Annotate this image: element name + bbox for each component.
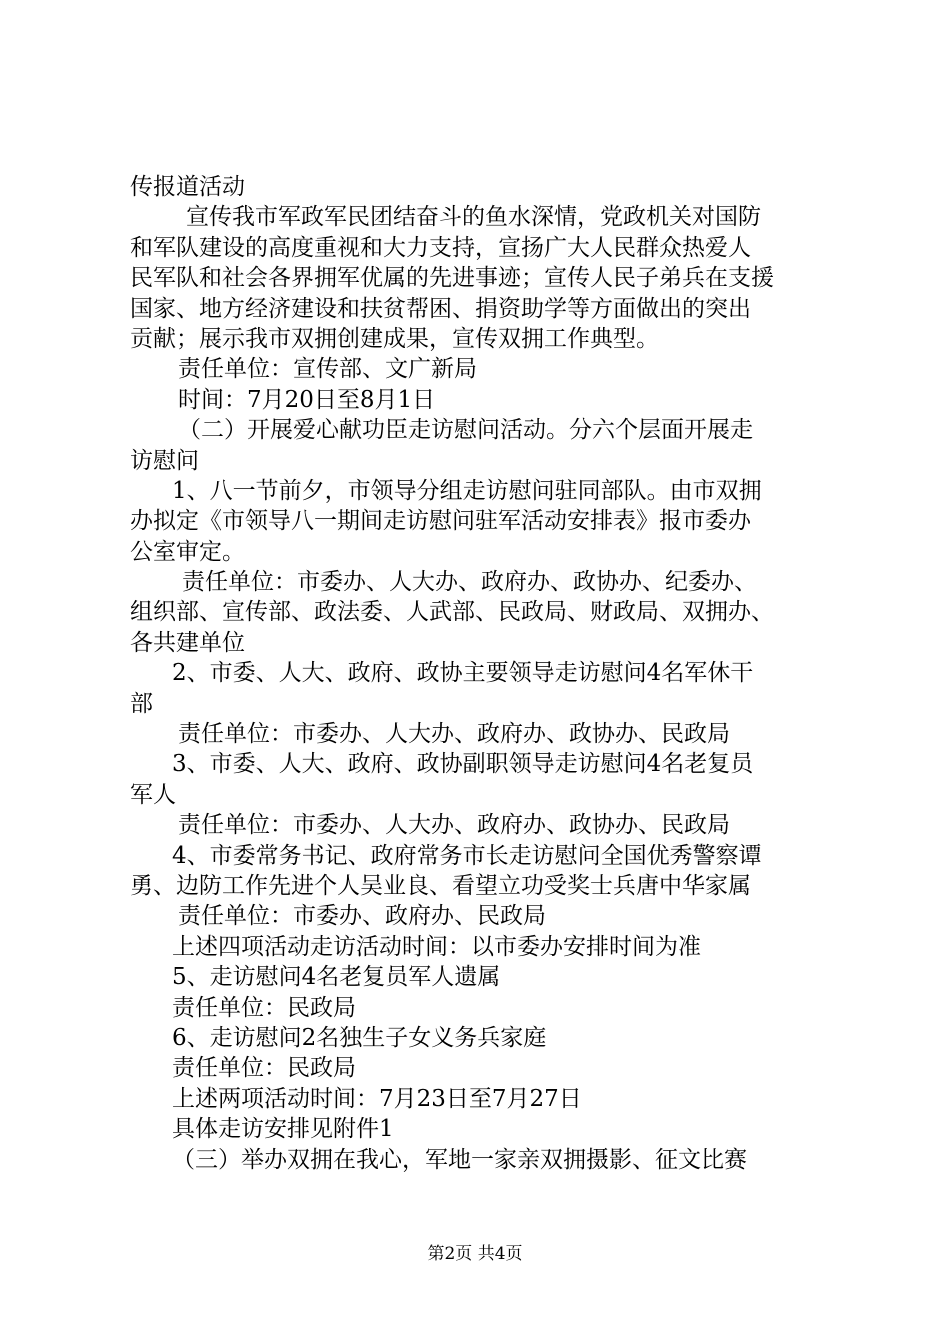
text-line: 责任单位：民政局: [172, 1055, 356, 1082]
text-line: 公室审定。: [130, 538, 245, 565]
text-line: 责任单位：宣传部、文广新局: [178, 356, 477, 383]
text-line: （二）开展爱心献功臣走访慰问活动。分六个层面开展走: [178, 417, 753, 444]
text-line: 上述四项活动走访活动时间：以市委办安排时间为准: [172, 933, 701, 960]
page-footer: 第2页 共4页: [427, 1244, 523, 1264]
text-line: 4、市委常务书记、政府常务市长走访慰问全国优秀警察谭: [172, 842, 762, 869]
text-line: 责任单位：市委办、人大办、政府办、政协办、民政局: [178, 812, 730, 839]
text-line: 民军队和社会各界拥军优属的先进事迹；宣传人民子弟兵在支援: [130, 265, 774, 292]
text-line: 5、走访慰问4名老复员军人遗属: [172, 964, 501, 991]
text-line: 各共建单位: [130, 629, 245, 656]
text-line: 和军队建设的高度重视和大力支持，宣扬广大人民群众热爱人: [130, 234, 751, 261]
text-line: 部: [130, 690, 153, 717]
text-line: （三）举办双拥在我心，军地一家亲双拥摄影、征文比赛: [172, 1146, 747, 1173]
text-line: 宣传我市军政军民团结奋斗的鱼水深情，党政机关对国防: [186, 204, 761, 231]
text-line: 访慰问: [130, 447, 199, 474]
text-line: 2、市委、人大、政府、政协主要领导走访慰问4名军休干: [172, 660, 754, 687]
text-line: 组织部、宣传部、政法委、人武部、民政局、财政局、双拥办、: [130, 599, 774, 626]
document-body: [130, 172, 840, 1175]
text-line: 责任单位：市委办、人大办、政府办、政协办、纪委办、: [182, 569, 757, 596]
text-line: 6、走访慰问2名独生子女义务兵家庭: [172, 1024, 547, 1051]
text-line: 贡献；展示我市双拥创建成果，宣传双拥工作典型。: [130, 325, 659, 352]
text-line: 国家、地方经济建设和扶贫帮困、捐资助学等方面做出的突出: [130, 295, 751, 322]
text-line: 责任单位：市委办、人大办、政府办、政协办、民政局: [178, 721, 730, 748]
text-line: 办拟定《市领导八一期间走访慰问驻军活动安排表》报市委办: [130, 508, 751, 535]
text-line: 1、八一节前夕，市领导分组走访慰问驻同部队。由市双拥: [172, 477, 762, 504]
text-line: 传报道活动: [130, 174, 245, 200]
text-line: 勇、边防工作先进个人吴业良、看望立功受奖士兵唐中华家属: [130, 872, 751, 899]
text-line: 具体走访安排见附件1: [172, 1116, 394, 1143]
text-line: 责任单位：市委办、政府办、民政局: [178, 903, 546, 930]
text-line: 时间：7月20日至8月1日: [178, 386, 436, 413]
text-line: 责任单位：民政局: [172, 994, 356, 1021]
text-line: 上述两项活动时间：7月23日至7月27日: [172, 1085, 582, 1112]
text-line: 军人: [130, 781, 176, 808]
text-line: 3、市委、人大、政府、政协副职领导走访慰问4名老复员: [172, 751, 754, 778]
